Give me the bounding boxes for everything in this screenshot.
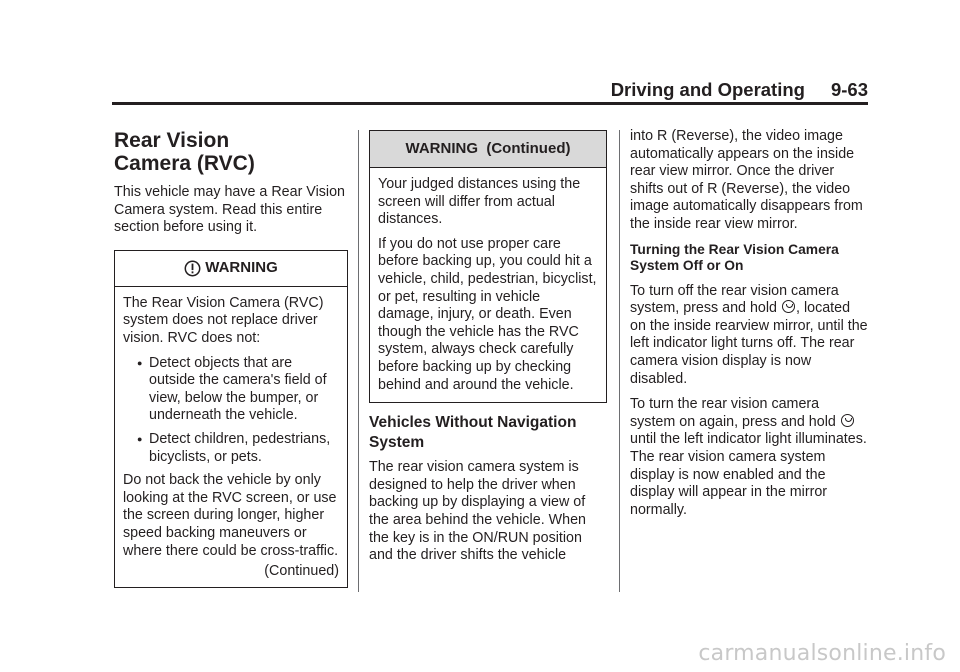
list-item: ● Detect children, pedestrians, bicyclists, or pets. xyxy=(137,430,331,465)
warning-continued-body xyxy=(370,168,606,402)
body-paragraph: To turn the rear vision camera system on again, press and hold until the left indicator light illuminates. The rear vision camera system display is now enabled and the display will appear in the mirror normally. xyxy=(630,396,867,518)
body-paragraph: into R (Reverse), the video image automatically appears on the inside rear view mirror. Once the driver shifts out of R (Reverse), the video image automatically disappears from the inside rear view mirror. xyxy=(630,128,863,232)
page-header xyxy=(112,79,868,103)
warning-label: WARNING xyxy=(205,259,278,277)
column-divider-2 xyxy=(619,130,620,592)
section-title: Driving and Operating xyxy=(610,79,805,100)
column-2 xyxy=(369,130,607,573)
list-item: ● Detect objects that are outside the camera's field of view, below the bumper, or underneath the vehicle. xyxy=(137,354,327,424)
section-subtitle: Vehicles Without Navigation System xyxy=(369,414,577,451)
watermark: carmanualsonline.info xyxy=(698,641,946,666)
column-3 xyxy=(630,128,868,527)
subsection-heading: Turning the Rear Vision Camera System Off or On xyxy=(630,241,839,274)
continued-label: (Continued) xyxy=(264,563,339,580)
warning-paragraph: Do not back the vehicle by only looking at the RVC screen, or use the screen during longer, higher speed backing maneuvers or where there could be cross-traffic. xyxy=(123,472,339,559)
warning-paragraph: Your judged distances using the screen will differ from actual distances. xyxy=(378,176,581,228)
column-divider-1 xyxy=(358,130,359,592)
bullet-icon: ● xyxy=(137,357,143,368)
warning-body xyxy=(115,287,347,587)
warning-icon xyxy=(184,260,201,277)
warning-continued-box xyxy=(369,130,607,403)
header-rule xyxy=(112,102,868,105)
warning-continued-label: WARNING (Continued) xyxy=(405,140,571,158)
camera-control-icon xyxy=(841,414,854,427)
camera-control-icon xyxy=(782,300,795,313)
body-paragraph: The rear vision camera system is designed to help the driver when backing up by displaying a view of the area behind the vehicle. When the key is in the ON/RUN position and the driver shifts the vehicle xyxy=(369,459,586,564)
column-1 xyxy=(114,130,348,588)
warning-continued-header xyxy=(370,131,606,168)
body-paragraph: To turn off the rear vision camera system, press and hold , located on the inside rearview mirror, until the left indicator light turns off. The rear camera vision display is now disabled. xyxy=(630,282,868,387)
warning-header xyxy=(115,251,347,287)
warning-paragraph: The Rear Vision Camera (RVC) system does not replace driver vision. RVC does not: xyxy=(123,294,324,346)
bullet-icon: ● xyxy=(137,433,143,444)
intro-paragraph: This vehicle may have a Rear Vision Camera system. Read this entire section before using it. xyxy=(114,184,345,236)
warning-paragraph: If you do not use proper care before backing up, you could hit a vehicle, child, pedestrian, bicyclist, or pet, resulting in vehicle damage, injury, or death. Even though the vehicle has the RVC system, always check carefully before backing up by checking behind and around the vehicle. xyxy=(378,235,597,393)
page-title: Rear Vision Camera (RVC) xyxy=(114,129,255,175)
warning-box xyxy=(114,250,348,588)
page-number: 9-63 xyxy=(830,79,868,100)
